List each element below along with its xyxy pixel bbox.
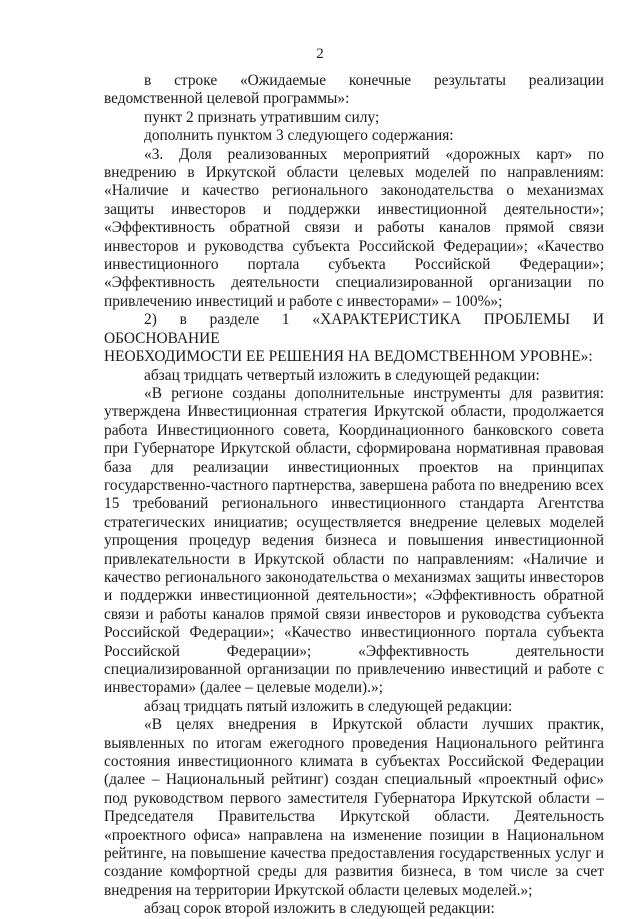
paragraph: абзац тридцать четвертый изложить в следующей редакции:	[144, 366, 540, 384]
document-body	[104, 72, 604, 919]
section-heading-line-1: 2) в разделе 1 «ХАРАКТЕРИСТИКА ПРОБЛЕМЫ И ОБОСНОВАНИЕ	[104, 311, 604, 347]
paragraph: пункт 2 признать утратившим силу;	[144, 108, 380, 126]
paragraph: абзац тридцать пятый изложить в следующей редакции:	[144, 697, 513, 715]
paragraph: абзац сорок второй изложить в следующей редакции:	[144, 900, 495, 918]
paragraph: «В регионе созданы дополнительные инструменты для развития: утверждена Инвестиционная стратегия Иркутской области, продолжается работа Инвестиционного совета, Координационного банковского совета при Губернаторе Иркутской области, сформирована нормативная правовая база для реализации инвестиционных проектов на принципах государственно-частного партнерства, завершена работа по внедрению всех 15 требований регионального инвестиционного стандарта Агентства стратегических инициатив; осуществляется внедрение целевых моделей упрощения процедур ведения бизнеса и повышения инвестиционной привлекательности в Иркутской области по направлениям: «Наличие и качество регионального законодательства о механизмах защиты инвесторов и поддержки инвестиционной деятельности»; «Эффективность обратной связи и работы каналов прямой связи инвесторов и руководства субъекта Российской Федерации»; «Качество инвестиционного портала субъекта Российской Федерации»; «Эффективность деятельности специализированной организации по привлечению инвестиций и работе с инвесторами» (далее – целевые модели).»;	[104, 384, 604, 697]
paragraph: «В целях внедрения в Иркутской области лучших практик, выявленных по итогам ежегодного проведения Национального рейтинга состояния инвестиционного климата в субъектах Российской Федерации (далее – Национальный рейтинг) создан специальный «проектный офис» под руководством первого заместителя Губернатора Иркутской области – Председателя Правительства Иркутской области. Деятельность «проектного офиса» направлена на изменение позиции в Национальном рейтинге, на повышение качества предоставления государственных услуг и создание комфортной среды для развития бизнеса, в том числе за счет внедрения на территории Иркутской области целевых моделей.»;	[104, 716, 604, 899]
section-heading-line-2: НЕОБХОДИМОСТИ ЕЕ РЕШЕНИЯ НА ВЕДОМСТВЕННОМ УРОВНЕ»:	[104, 348, 593, 366]
paragraph: в строке «Ожидаемые конечные результаты реализации ведомственной целевой программы»:	[104, 72, 604, 108]
paragraph: дополнить пунктом 3 следующего содержания:	[144, 127, 454, 145]
page-number: 2	[316, 46, 324, 62]
paragraph: «3. Доля реализованных мероприятий «дорожных карт» по внедрению в Иркутской области целевых моделей по направлениям: «Наличие и качество регионального законодательства о механизмах защиты инвесторов и поддержки инвестиционной деятельности»; «Эффективность обратной связи и работы каналов прямой связи инвесторов и руководства субъекта Российской Федерации»; «Качество инвестиционного портала субъекта Российской Федерации»; «Эффективность деятельности специализированной организации по привлечению инвестиций и работе с инвесторами» – 100%»;	[104, 145, 604, 310]
